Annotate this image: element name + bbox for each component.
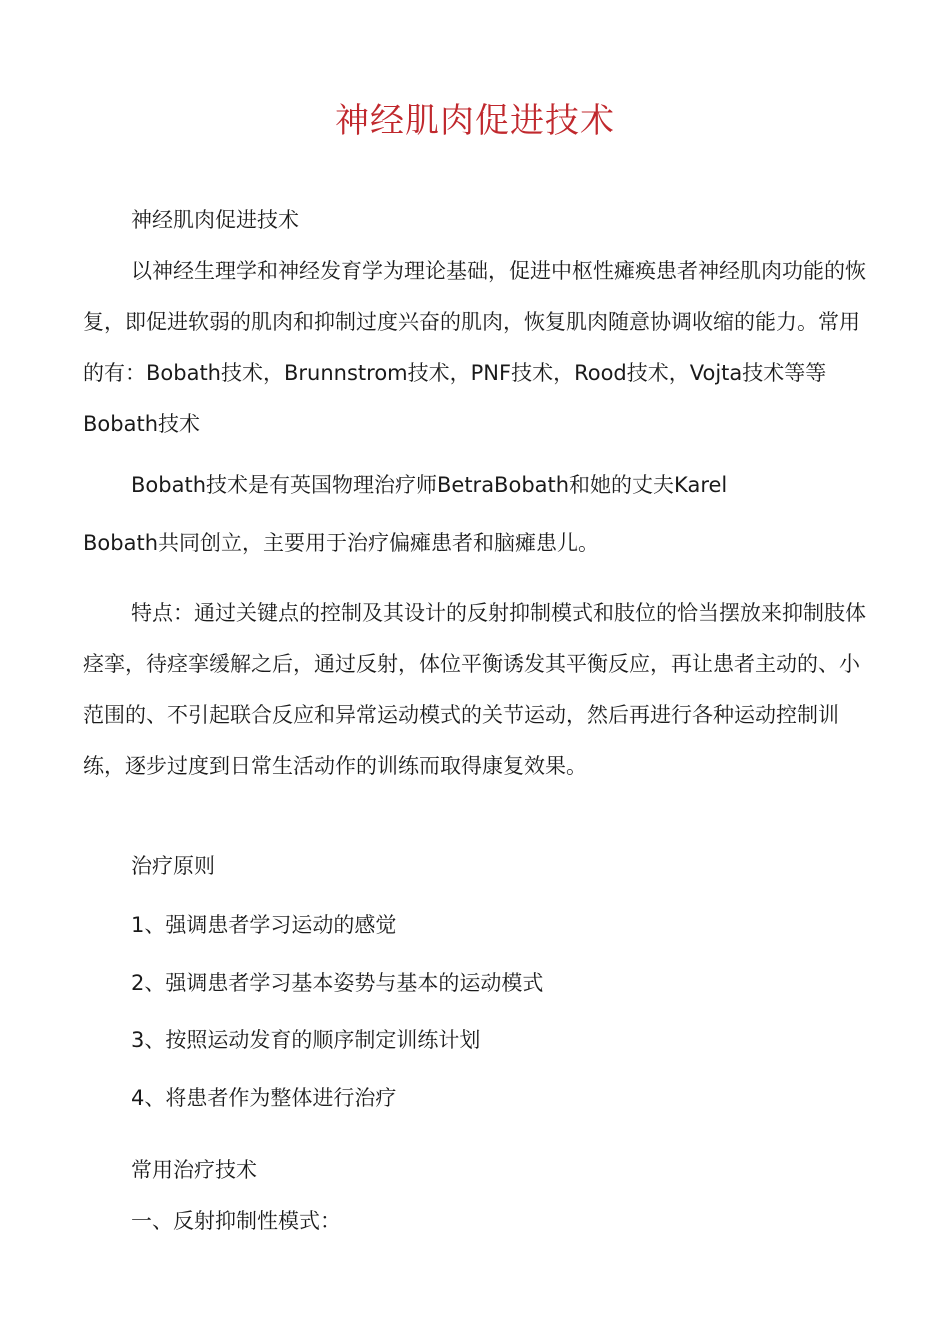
principle-item: 2、强调患者学习基本姿势与基本的运动模式 [131, 971, 544, 995]
techniques-heading: 常用治疗技术 [131, 1158, 257, 1182]
principle-item: 1、强调患者学习运动的感觉 [131, 913, 397, 937]
intro-paragraph: 以神经生理学和神经发育学为理论基础，促进中枢性瘫痪患者神经肌肉功能的恢复，即促进软弱的肌肉和抑制过度兴奋的肌肉，恢复肌肉随意协调收缩的能力。常用的有：Bobath技术，Brunnstrom技术，PNF技术，Rood技术，Vojta技术等等Bobath技术 [83, 259, 866, 436]
principles-heading: 治疗原则 [131, 854, 215, 878]
section-one-heading: 一、反射抑制性模式： [131, 1209, 341, 1233]
principle-item: 3、按照运动发育的顺序制定训练计划 [131, 1028, 481, 1052]
bobath-line-1: Bobath技术是有英国物理治疗师BetraBobath和她的丈夫Karel [131, 473, 728, 497]
principle-item: 4、将患者作为整体进行治疗 [131, 1086, 397, 1110]
features-paragraph: 特点：通过关键点的控制及其设计的反射抑制模式和肢位的恰当摆放来抑制肢体痉挛，待痉挛缓解之后，通过反射，体位平衡诱发其平衡反应，再让患者主动的、小范围的、不引起联合反应和异常运动模式的关节运动，然后再进行各种运动控制训练，逐步过度到日常生活动作的训练而取得康复效果。 [83, 601, 866, 778]
page-title: 神经肌肉促进技术 [335, 101, 615, 141]
bobath-line-2: Bobath共同创立，主要用于治疗偏瘫患者和脑瘫患儿。 [83, 531, 599, 555]
subtitle: 神经肌肉促进技术 [131, 208, 299, 232]
